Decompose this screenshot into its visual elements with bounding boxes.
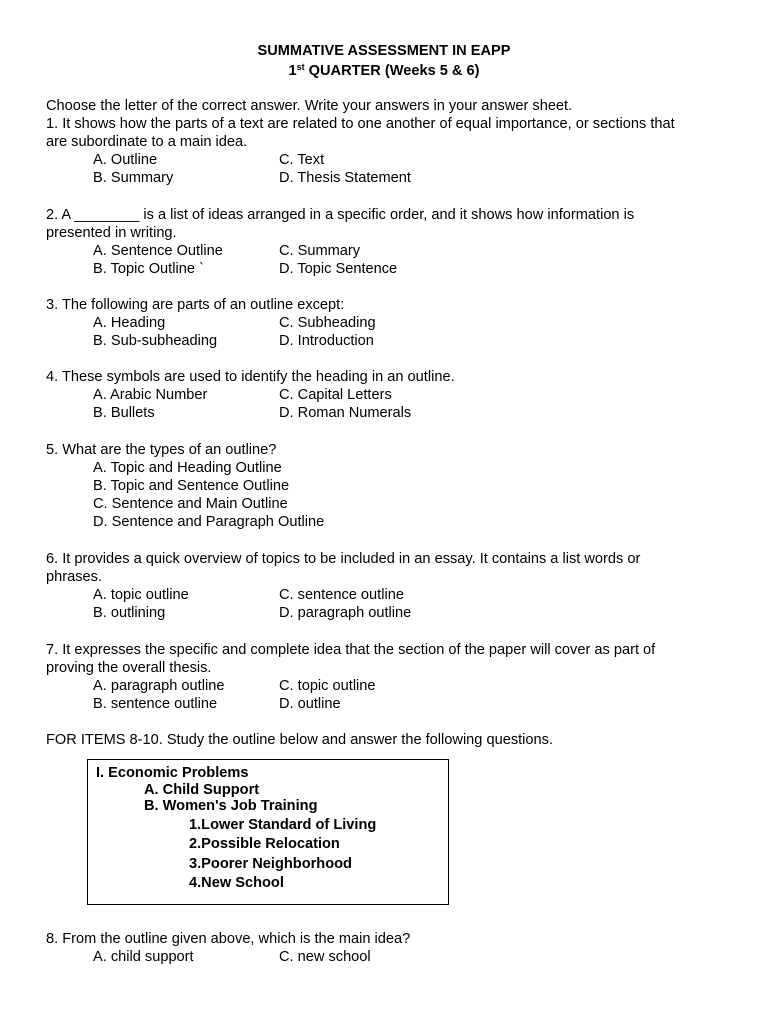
choice-a: A. Heading [93, 315, 166, 331]
outline-sub-a: A. Child Support [144, 782, 260, 798]
choice-c: C. Capital Letters [279, 387, 392, 403]
outline-item-1: 1.Lower Standard of Living [189, 817, 377, 833]
choice-b: B. Sub-subheading [93, 333, 218, 349]
choice-b: B. Bullets [93, 405, 155, 421]
question-1 [46, 115, 736, 187]
outline-heading: I. Economic Problems [96, 765, 249, 781]
question-3 [46, 296, 736, 350]
choice-d: D. Thesis Statement [279, 170, 411, 186]
outline-box [87, 759, 449, 905]
choice-d: D. Topic Sentence [279, 261, 398, 277]
question-7 [46, 641, 736, 713]
question-2 [46, 206, 736, 278]
choice-d: D. Sentence and Paragraph Outline [93, 514, 325, 530]
question-4 [46, 368, 736, 422]
question-8 [46, 930, 736, 966]
question-text: presented in writing. [46, 225, 177, 241]
question-text: 6. It provides a quick overview of topics to be included in an essay. It contains a list words or [46, 551, 641, 567]
page-subtitle: 1st QUARTER (Weeks 5 & 6) [288, 62, 480, 79]
choice-d: D. paragraph outline [279, 605, 412, 621]
outline-item-2: 2.Possible Relocation [189, 836, 340, 852]
question-text: 3. The following are parts of an outline except: [46, 297, 345, 313]
choice-c: C. new school [279, 949, 371, 965]
choice-b: B. outlining [93, 605, 166, 621]
choice-c: C. Summary [279, 243, 361, 259]
question-text: phrases. [46, 569, 102, 585]
choice-a: A. Topic and Heading Outline [93, 460, 282, 476]
choice-b: B. Topic Outline ` [93, 261, 204, 277]
instructions: Choose the letter of the correct answer. Write your answers in your answer sheet. [46, 98, 573, 114]
choice-d: D. outline [279, 696, 341, 712]
choice-c: C. Text [279, 152, 325, 168]
choice-c: C. Sentence and Main Outline [93, 496, 288, 512]
choice-a: A. Sentence Outline [93, 243, 223, 259]
choice-a: A. paragraph outline [93, 678, 225, 694]
outline-item-4: 4.New School [189, 875, 284, 891]
question-text: 4. These symbols are used to identify the heading in an outline. [46, 369, 455, 385]
choice-d: D. Roman Numerals [279, 405, 412, 421]
outline-sub-b: B. Women's Job Training [144, 798, 318, 814]
choice-a: A. Arabic Number [93, 387, 208, 403]
question-5 [46, 441, 736, 531]
outline-item-3: 3.Poorer Neighborhood [189, 856, 352, 872]
question-text: 2. A ________ is a list of ideas arranged in a specific order, and it shows how information is [46, 207, 635, 223]
page-title: SUMMATIVE ASSESSMENT IN EAPP [257, 43, 511, 59]
choice-b: B. sentence outline [93, 696, 218, 712]
choice-b: B. Summary [93, 170, 174, 186]
question-text: 5. What are the types of an outline? [46, 442, 277, 458]
choice-a: A. Outline [93, 152, 158, 168]
choice-b: B. Topic and Sentence Outline [93, 478, 290, 494]
choice-c: C. topic outline [279, 678, 376, 694]
question-text: 1. It shows how the parts of a text are related to one another of equal importance, or sections that [46, 116, 675, 132]
question-text: 8. From the outline given above, which is the main idea? [46, 931, 411, 947]
question-text: 7. It expresses the specific and complete idea that the section of the paper will cover as part of [46, 642, 656, 658]
question-text: proving the overall thesis. [46, 660, 212, 676]
question-6 [46, 550, 736, 622]
choice-a: A. topic outline [93, 587, 189, 603]
question-text: are subordinate to a main idea. [46, 134, 248, 150]
choice-d: D. Introduction [279, 333, 374, 349]
items-8-10-instructions: FOR ITEMS 8-10. Study the outline below and answer the following questions. [46, 732, 553, 748]
choice-c: C. Subheading [279, 315, 376, 331]
choice-a: A. child support [93, 949, 194, 965]
choice-c: C. sentence outline [279, 587, 404, 603]
